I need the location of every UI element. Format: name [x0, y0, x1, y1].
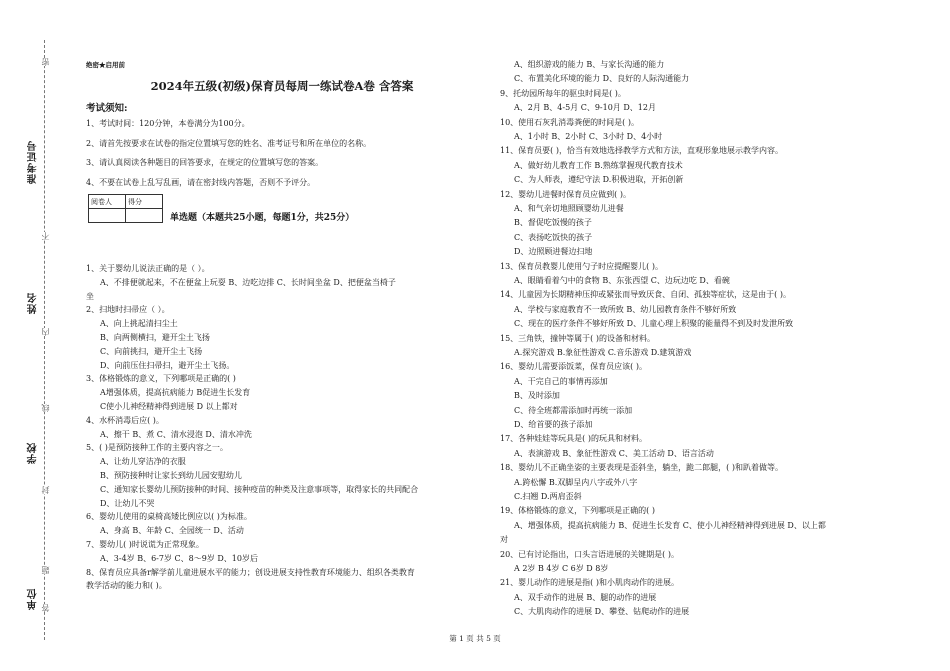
answer-option-line: A 2岁 B 4岁 C 6岁 D 8岁 — [514, 564, 609, 573]
answer-option-line: A、干完自己的事情再添加 — [514, 376, 608, 386]
answer-option-line: B、督促吃饭慢的孩子 — [514, 218, 592, 228]
question-line: 15、三角铁，撞钟等属于( )的设备和材料。 — [500, 333, 655, 343]
seal-char: 答 — [41, 604, 50, 612]
question-line: 18、婴幼儿不正确坐姿的主要表现是歪斜坐，躺坐，跪二郎腿，( )和趴着做等。 — [500, 463, 783, 473]
answer-option-line: D、给首要的孩子添加 — [514, 420, 593, 429]
secret-mark: 绝密★启用前 — [86, 61, 125, 69]
score-table — [88, 194, 163, 223]
section-title: 单选题（本题共25小题，每题1分，共25分） — [170, 213, 355, 223]
answer-option-line: A、做好幼儿教育工作 B.熟练掌握现代教育技术 — [514, 160, 683, 170]
answer-option-line: A、组织游戏的能力 B、与家长沟通的能力 — [514, 60, 665, 69]
answer-option-line: C、通知家长婴幼儿预防接种的时间、接种疫苗的种类及注意事项等，取得家长的共同配合 — [100, 484, 419, 494]
answer-option-line: A、双手动作的进展 B、腿的动作的进展 — [514, 592, 657, 602]
seal-char: 密 — [41, 58, 50, 66]
grader-blank — [89, 209, 126, 223]
grader-cell: 阅卷人 — [89, 195, 126, 209]
answer-option-line: A、和气亲切地照顾婴幼儿进餐 — [514, 204, 624, 213]
score-blank — [126, 209, 163, 223]
question-line: 1、关于婴幼儿说法正确的是（ ）。 — [86, 264, 210, 273]
question-line: 17、各种娃娃等玩具是( )的玩具和材料。 — [500, 434, 647, 444]
answer-option-line: C、为人师表，遵纪守法 D.积极进取，开拓创新 — [514, 175, 684, 185]
answer-option-line: A、学校与家庭教育不一致所致 B、幼儿园教育条件不够好所致 — [514, 304, 737, 314]
seal-char: 题 — [41, 566, 50, 574]
answer-option-line: B、及时添加 — [514, 391, 560, 401]
question-line: 16、婴幼儿需要添饭菜，保育员应该( )。 — [500, 362, 647, 372]
answer-option-line: A、1小时 B、2小时 C、3小时 D、4小时 — [514, 132, 663, 141]
question-line: 4、水杯消毒后应( )。 — [86, 415, 164, 425]
answer-option-line: A、3-4岁 B、6-7岁 C、8～9岁 D、10岁后 — [100, 553, 258, 563]
binding-margin — [0, 0, 60, 671]
question-line: 20、已有讨论指出，口头言语进展的关键期是( )。 — [500, 549, 679, 559]
question-line: 3、体格锻炼的意义，下列哪项是正确的( ) — [86, 374, 236, 384]
answer-option-line: C、现在的医疗条件不够好所致 D、儿童心理上积聚的能量得不到及时发泄所致 — [514, 319, 794, 329]
question-line: 11、保育员要( )，恰当有效地选择教学方式和方法，直观形象地展示教学内容。 — [500, 146, 783, 156]
name-label: 姓名 — [28, 292, 39, 314]
answer-option-line: D、边照顾进餐边扫地 — [514, 247, 593, 257]
question-line: 6、婴幼儿使用的桌椅高矮比例应以( )为标准。 — [86, 512, 252, 522]
question-line: 9、托幼园所每年的驱虫时间是( )。 — [500, 88, 626, 98]
question-line: 8、保育员应具备r解学前儿童进展水平的能力；创设进展支持性教育环境能力、组织各类教育 — [86, 567, 415, 577]
notice-heading: 考试须知: — [86, 103, 128, 114]
answer-option-line: C、向前挑扫，避开尘土飞扬 — [100, 346, 203, 356]
notice-item: 4、不要在试卷上乱写乱画，请在密封线内答题，否则不予评分。 — [86, 178, 316, 187]
answer-option-line: D、让幼儿不哭 — [100, 498, 155, 508]
answer-option-line: A、不排便就起来，不在便盆上玩耍 B、边吃边排 C、长时间坐盆 D、把便盆当椅子 — [100, 277, 396, 287]
notice-item: 3、请认真阅读各种题目的回答要求，在规定的位置填写您的答案。 — [86, 158, 324, 167]
score-cell: 得分 — [126, 195, 163, 209]
answer-option-line: A、增强体质，提高抗病能力 B、促进生长发育 C、使小儿神经精神得到进展 D、以上都 — [514, 520, 826, 530]
question-line: 7、婴幼儿( )时说谎为正常现象。 — [86, 540, 204, 549]
answer-option-line: C、待全班都需添加时再统一添加 — [514, 405, 633, 415]
answer-option-line: B、预防接种时让家长到幼儿园安慰幼儿 — [100, 471, 242, 480]
answer-option-line: C、大肌肉动作的进展 D、攀登、钻爬动作的进展 — [514, 607, 690, 617]
exam-title: 2024年五级(初级)保育员每周一练试卷A卷 含答案 — [150, 79, 414, 93]
question-line: 21、婴儿动作的进展是指( )和小肌肉动作的进展。 — [500, 578, 679, 588]
question-line: 12、婴幼儿进餐时保育员应做到( )。 — [500, 189, 631, 199]
answer-option-line: C、表扬吃饭快的孩子 — [514, 232, 593, 242]
question-line: 10、使用石灰乳消毒粪便的时间是( )。 — [500, 117, 639, 127]
question-line: 13、保育员教婴儿使用勺子时应提醒婴儿( )。 — [500, 261, 663, 271]
answer-option-line: C.扫翘 D.两肩歪斜 — [514, 492, 582, 501]
answer-option-line: C、布置美化环境的能力 D、良好的人际沟通能力 — [514, 74, 690, 84]
question-line: 5、( )是预防接种工作的主要内容之一。 — [86, 443, 228, 453]
answer-option-line: A、身高 B、年龄 C、全园统一 D、活动 — [100, 526, 244, 536]
answer-option-line: A、眼睛看着勺中的食物 B、东张西望 C、边玩边吃 D、看碗 — [514, 276, 730, 285]
answer-option-line: A、2月 B、4-5月 C、9-10月 D、12月 — [514, 103, 656, 113]
answer-option-line: A、擦干 B、煮 C、清水浸泡 D、清水冲洗 — [100, 429, 252, 439]
school-label: 学校 — [28, 442, 39, 464]
question-line: 19、体格锻炼的意义，下列哪项是正确的( ) — [500, 506, 655, 516]
question-line: 坐 — [86, 291, 94, 301]
question-line: 教学活动的能力和( )。 — [86, 581, 167, 591]
seal-char: 线 — [41, 404, 50, 412]
answer-option-line: A、表演游戏 B、象征性游戏 C、美工活动 D、语言活动 — [514, 448, 714, 458]
admission-number-label: 准考证号 — [28, 140, 39, 184]
question-line: 对 — [500, 535, 508, 545]
question-line: 2、扫地时扫帚应（ ）。 — [86, 305, 170, 315]
answer-option-line: A.跨松懈 B.双脚呈内八字或外八字 — [514, 477, 638, 487]
answer-option-line: B、向两侧横扫，避开尘土飞扬 — [100, 333, 210, 342]
answer-option-line: A增强体质，提高抗病能力 B促进生长发育 — [100, 388, 251, 398]
answer-option-line: D、向前压住扫帚扫，避开尘土飞扬。 — [100, 360, 235, 370]
answer-option-line: A.探究游戏 B.象征性游戏 C.音乐游戏 D.建筑游戏 — [514, 348, 692, 357]
seal-char: 内 — [41, 328, 50, 336]
notice-item: 1、考试时间：120分钟，本卷满分为100分。 — [86, 119, 250, 128]
seal-char: 封 — [41, 486, 50, 494]
question-line: 14、儿童因为长期精神压抑或紧张而导致厌食、自闭、孤独等症状，这是由于( )。 — [500, 290, 791, 300]
unit-label: 单位 — [28, 588, 39, 610]
answer-option-line: A、向上挑起清扫尘土 — [100, 319, 178, 329]
notice-item: 2、请首先按要求在试卷的指定位置填写您的姓名、准考证号和所在单位的名称。 — [86, 139, 372, 148]
answer-option-line: C使小儿神经精神得到进展 D 以上都对 — [100, 402, 238, 411]
answer-option-line: A、让幼儿穿洁净的衣服 — [100, 457, 186, 467]
page-footer: 第 1 页 共 5 页 — [449, 634, 501, 643]
seal-char: 不 — [41, 232, 50, 240]
seal-line — [44, 40, 45, 640]
